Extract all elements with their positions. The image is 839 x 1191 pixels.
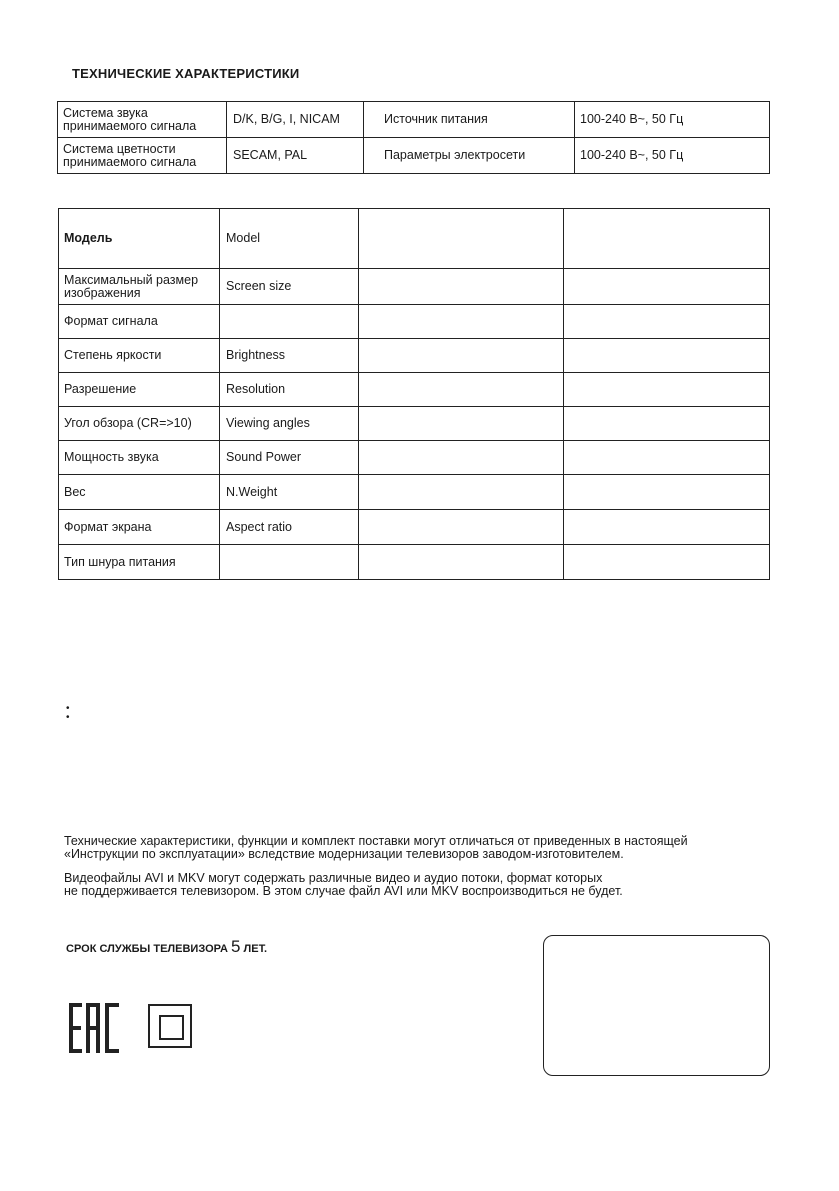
double-insulation-icon bbox=[148, 1004, 192, 1048]
table-cell: Угол обзора (CR=>10) bbox=[59, 407, 220, 441]
service-life-suffix: ЛЕТ. bbox=[240, 943, 268, 955]
note-line: «Инструкции по эксплуатации» вследствие модернизации телевизоров заводом-изготовителем. bbox=[64, 847, 624, 861]
table-cell: Система звука принимаемого сигнала bbox=[58, 102, 227, 138]
stamp-box bbox=[543, 935, 770, 1076]
table-cell: Степень яркости bbox=[59, 339, 220, 373]
table-cell bbox=[359, 441, 564, 475]
note-line: Технические характеристики, функции и комплект поставки могут отличаться от приведенных в настоящей bbox=[64, 834, 688, 848]
spec-table bbox=[58, 208, 770, 580]
table-cell: D/K, B/G, I, NICAM bbox=[227, 102, 364, 138]
table-row bbox=[58, 102, 770, 138]
table-cell: Model bbox=[220, 209, 359, 269]
signal-table bbox=[57, 101, 770, 174]
table-row bbox=[59, 545, 770, 580]
service-life bbox=[66, 937, 267, 957]
service-life-years: 5 bbox=[231, 937, 241, 956]
bullet-list bbox=[66, 704, 70, 722]
table-cell bbox=[564, 305, 770, 339]
page-title: ТЕХНИЧЕСКИЕ ХАРАКТЕРИСТИКИ bbox=[72, 66, 300, 81]
table-cell bbox=[359, 407, 564, 441]
table-cell bbox=[564, 407, 770, 441]
table-row bbox=[59, 305, 770, 339]
table-cell bbox=[564, 269, 770, 305]
table-row bbox=[59, 441, 770, 475]
table-cell bbox=[564, 545, 770, 580]
table-cell bbox=[359, 269, 564, 305]
table-row bbox=[59, 209, 770, 269]
table-cell: Мощность звука bbox=[59, 441, 220, 475]
note-changes bbox=[64, 835, 688, 861]
table-cell bbox=[359, 510, 564, 545]
note-line: не поддерживается телевизором. В этом случае файл AVI или MKV воспроизводиться не будет. bbox=[64, 884, 623, 898]
table-cell: Screen size bbox=[220, 269, 359, 305]
table-cell: Параметры электросети bbox=[364, 138, 575, 174]
table-cell: Разрешение bbox=[59, 373, 220, 407]
table-row bbox=[59, 269, 770, 305]
table-cell: Формат экрана bbox=[59, 510, 220, 545]
table-cell: SECAM, PAL bbox=[227, 138, 364, 174]
table-cell: 100-240 В~, 50 Гц bbox=[575, 102, 770, 138]
table-row bbox=[59, 407, 770, 441]
table-cell: Система цветности принимаемого сигнала bbox=[58, 138, 227, 174]
service-life-prefix: СРОК СЛУЖБЫ ТЕЛЕВИЗОРА bbox=[66, 943, 231, 955]
table-cell: Источник питания bbox=[364, 102, 575, 138]
table-cell bbox=[359, 373, 564, 407]
table-cell bbox=[220, 545, 359, 580]
table-cell bbox=[564, 373, 770, 407]
table-cell: Resolution bbox=[220, 373, 359, 407]
table-cell: Sound Power bbox=[220, 441, 359, 475]
note-video-formats bbox=[64, 872, 623, 898]
table-cell bbox=[564, 510, 770, 545]
table-row bbox=[59, 373, 770, 407]
table-cell: Модель bbox=[59, 209, 220, 269]
table-cell: Viewing angles bbox=[220, 407, 359, 441]
table-cell: Вес bbox=[59, 475, 220, 510]
table-cell bbox=[564, 209, 770, 269]
table-cell: Формат сигнала bbox=[59, 305, 220, 339]
table-cell bbox=[359, 475, 564, 510]
table-cell: 100-240 В~, 50 Гц bbox=[575, 138, 770, 174]
bullet: • bbox=[66, 703, 70, 714]
table-cell bbox=[220, 305, 359, 339]
eac-mark-icon bbox=[69, 1003, 121, 1053]
table-row bbox=[59, 510, 770, 545]
table-cell: Тип шнура питания bbox=[59, 545, 220, 580]
table-cell bbox=[564, 441, 770, 475]
table-cell bbox=[564, 339, 770, 373]
note-line: Видеофайлы AVI и MKV могут содержать различные видео и аудио потоки, формат которых bbox=[64, 871, 603, 885]
table-cell bbox=[359, 305, 564, 339]
table-row bbox=[59, 339, 770, 373]
table-cell bbox=[359, 209, 564, 269]
table-row bbox=[59, 475, 770, 510]
table-cell: Brightness bbox=[220, 339, 359, 373]
table-row bbox=[58, 138, 770, 174]
table-cell bbox=[359, 339, 564, 373]
table-cell: Максимальный размер изображения bbox=[59, 269, 220, 305]
bullet: • bbox=[66, 712, 70, 723]
table-cell: N.Weight bbox=[220, 475, 359, 510]
table-cell: Aspect ratio bbox=[220, 510, 359, 545]
table-cell bbox=[564, 475, 770, 510]
table-cell bbox=[359, 545, 564, 580]
